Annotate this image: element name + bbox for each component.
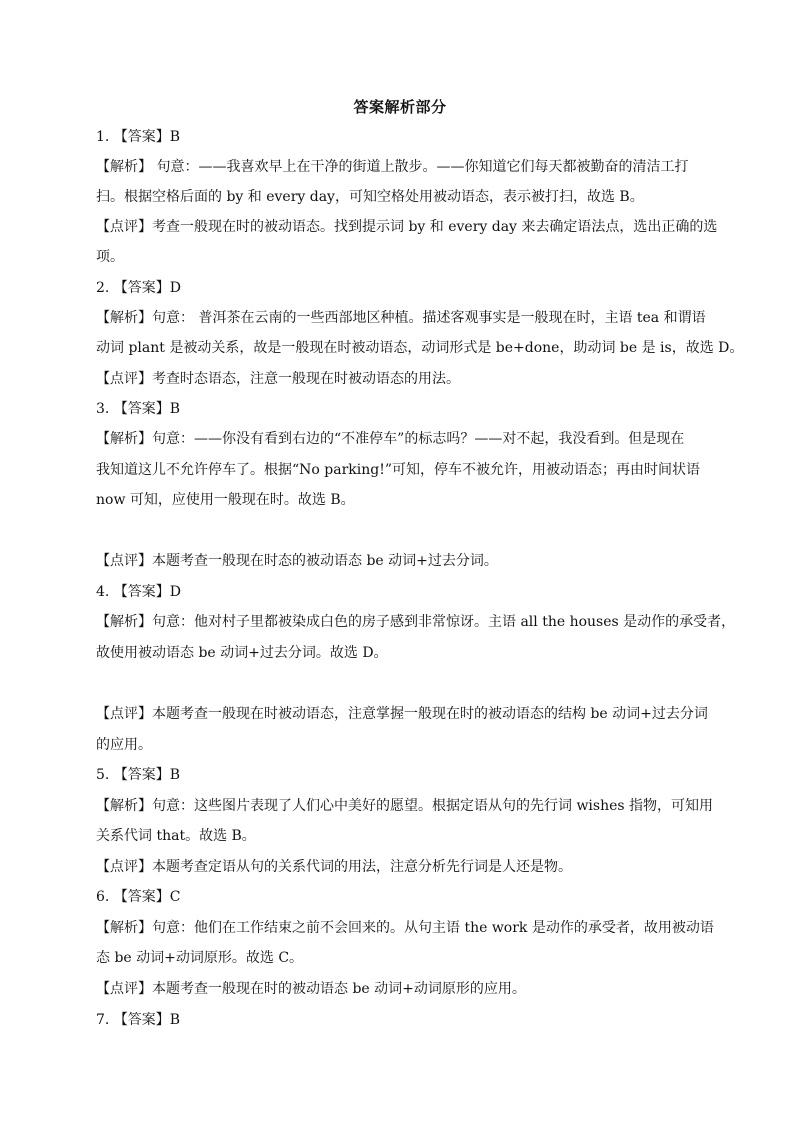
analysis-1-line-1: 【解析】 句意：——我喜欢早上在干净的街道上散步。——你知道它们每天都被勤奋的清洁工打 [96, 159, 689, 175]
analysis-3-line-2: 我知道这儿不允许停车了。根据“No parking!”可知，停车不被允许，用被动语态；再由时间状语 [96, 462, 701, 478]
answer-5-label: 5. 【答案】B [96, 767, 181, 783]
analysis-5-line-2: 关系代词 that。故选 B。 [96, 828, 256, 844]
answer-2-label: 2. 【答案】D [96, 280, 182, 296]
analysis-4-line-2: 故使用被动语态 be 动词+过去分词。故选 D。 [96, 645, 388, 661]
comment-5-line-1: 【点评】本题考查定语从句的关系代词的用法，注意分析先行词是人还是物。 [96, 859, 572, 875]
answer-1-label: 1. 【答案】B [96, 129, 181, 145]
analysis-1-line-2: 扫。根据空格后面的 by 和 every day，可知空格处用被动语态，表示被打扫，故选 B。 [96, 189, 644, 205]
analysis-6-line-1: 【解析】句意：他们在工作结束之前不会回来的。从句主语 the work 是动作的承受者，故用被动语 [96, 920, 714, 936]
analysis-4-line-1: 【解析】句意：他对村子里都被染成白色的房子感到非常惊讶。主语 all the houses 是动作的承受者， [96, 614, 736, 630]
analysis-5-line-1: 【解析】句意：这些图片表现了人们心中美好的愿望。根据定语从句的先行词 wishes 指物，可知用 [96, 798, 714, 814]
analysis-3-line-1: 【解析】句意：——你没有看到右边的“不准停车”的标志吗？——对不起，我没看到。但是现在 [96, 431, 685, 447]
analysis-2-line-1: 【解析】句意： 普洱茶在云南的一些西部地区种植。描述客观事实是一般现在时，主语 tea 和谓语 [96, 310, 706, 326]
answer-3-label: 3. 【答案】B [96, 401, 181, 417]
comment-3-line-1: 【点评】本题考查一般现在时态的被动语态 be 动词+过去分词。 [96, 553, 498, 569]
comment-6-line-1: 【点评】本题考查一般现在时的被动语态 be 动词+动词原形的应用。 [96, 981, 526, 997]
comment-1-line-2: 项。 [96, 249, 124, 265]
analysis-3-line-3: now 可知，应使用一般现在时。故选 B。 [96, 492, 355, 508]
analysis-6-line-2: 态 be 动词+动词原形。故选 C。 [96, 950, 304, 966]
comment-4-line-1: 【点评】本题考查一般现在时被动语态，注意掌握一般现在时的被动语态的结构 be 动词+过去分词 [96, 706, 708, 722]
analysis-2-line-2: 动词 plant 是被动关系，故是一般现在时被动语态，动词形式是 be+done，助动词 be 是 is，故选 D。 [96, 340, 744, 356]
answer-6-label: 6. 【答案】C [96, 889, 181, 905]
comment-1-line-1: 【点评】考查一般现在时的被动语态。找到提示词 by 和 every day 来去确定语法点，选出正确的选 [96, 219, 718, 235]
answer-4-label: 4. 【答案】D [96, 584, 182, 600]
comment-4-line-2: 的应用。 [96, 737, 152, 753]
answer-7-label: 7. 【答案】B [96, 1012, 181, 1028]
page-title: 答案解析部分 [353, 98, 447, 116]
comment-2-line-1: 【点评】考查时态语态，注意一般现在时被动语态的用法。 [96, 371, 460, 387]
